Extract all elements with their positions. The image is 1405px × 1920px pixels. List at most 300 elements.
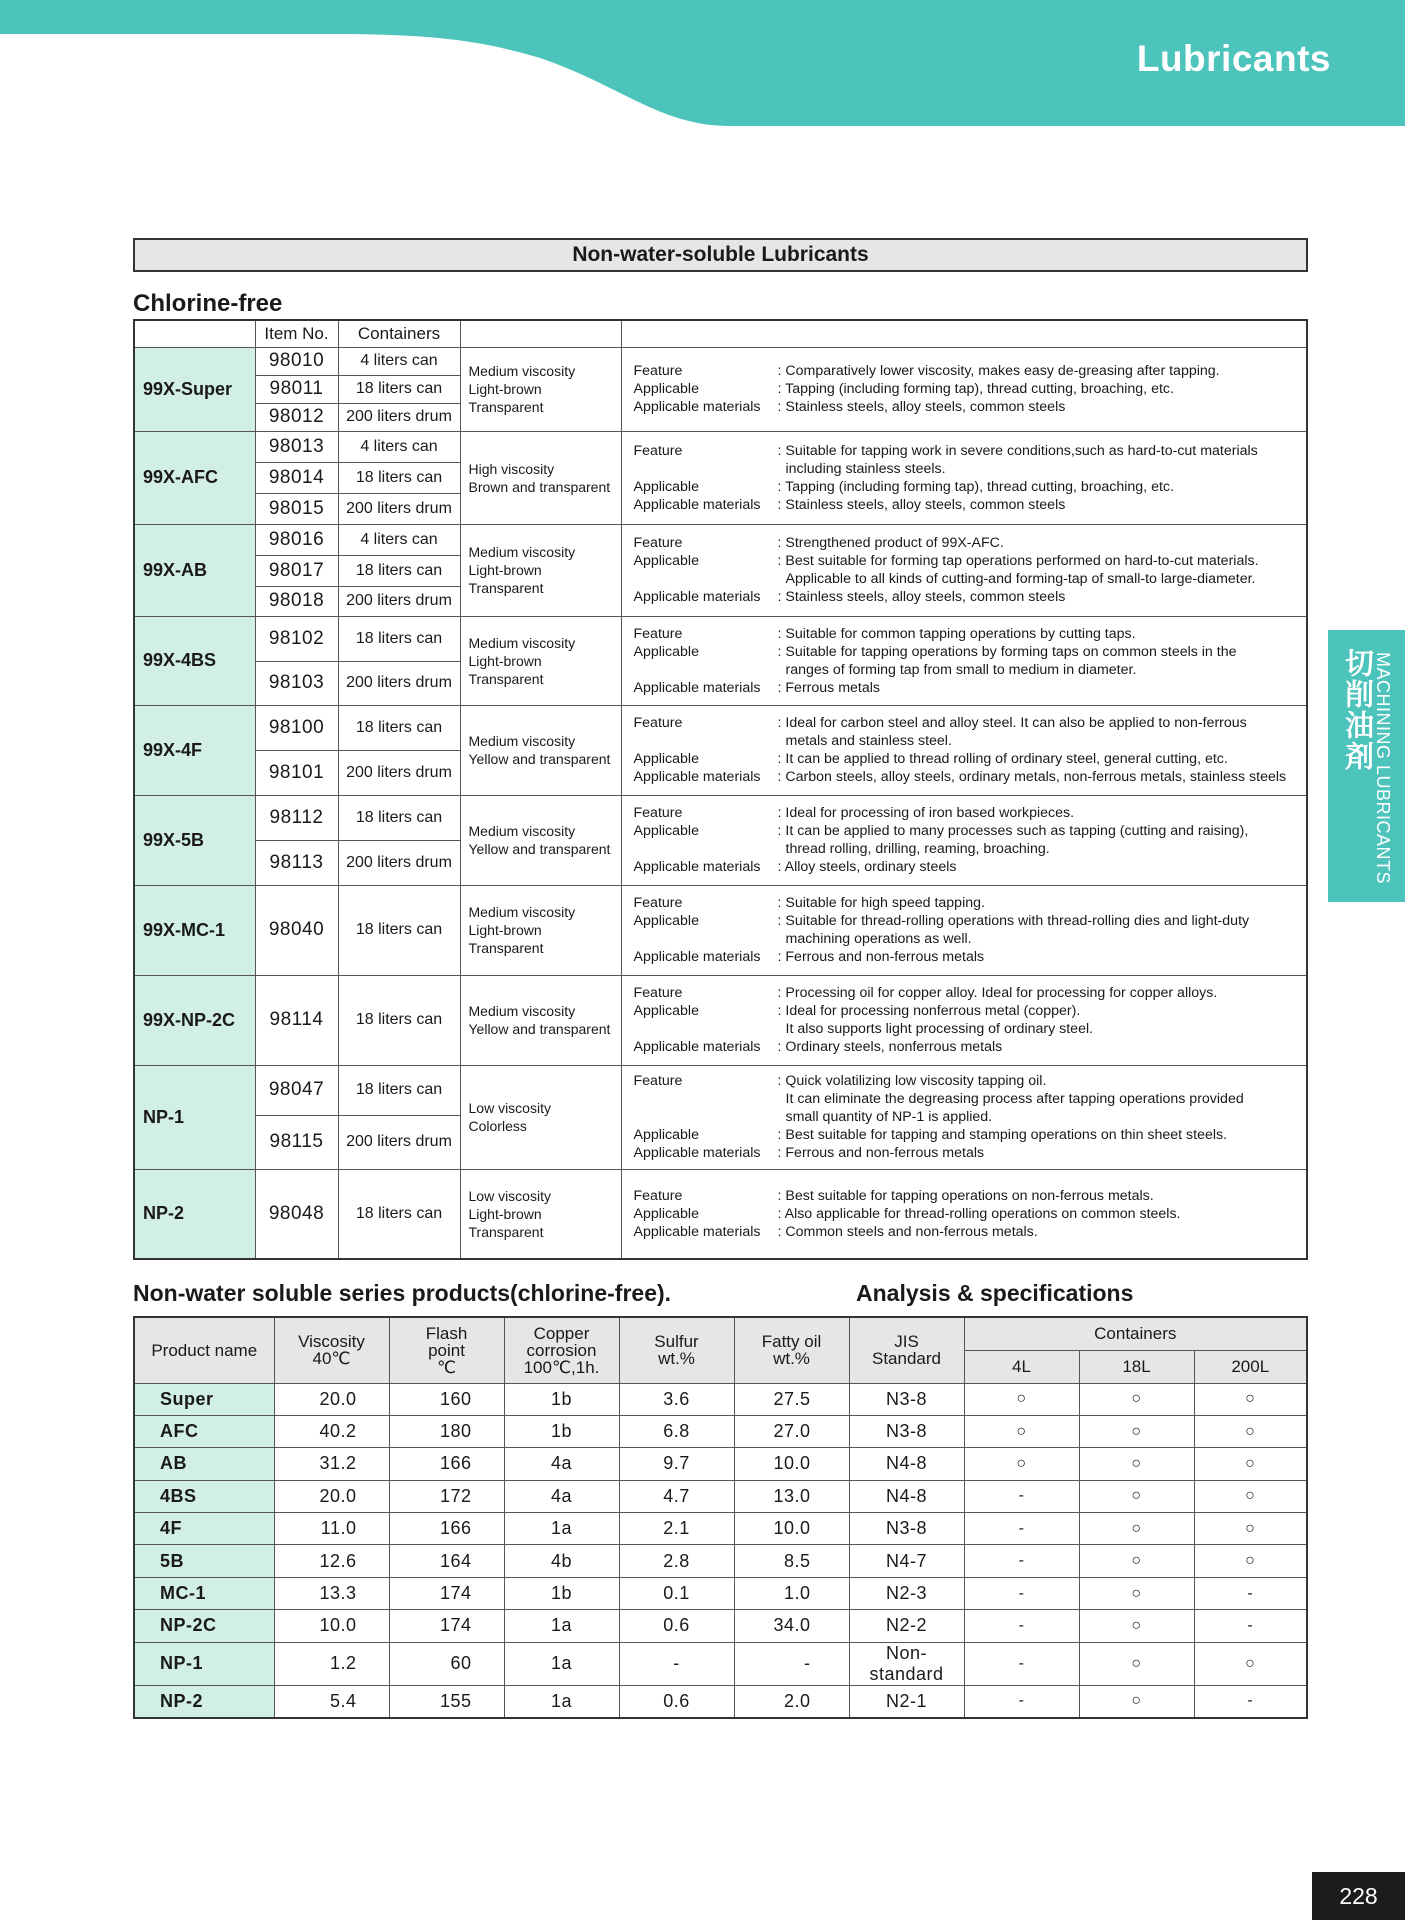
detail-line bbox=[634, 442, 1297, 460]
spec-container-200l: - bbox=[1194, 1685, 1307, 1717]
detail-value: : Ferrous and non-ferrous metals bbox=[777, 949, 985, 965]
page-header-title: Lubricants bbox=[1136, 38, 1331, 79]
spec-viscosity: 10.0 bbox=[274, 1610, 389, 1642]
spec-product-name: 4BS bbox=[134, 1480, 274, 1512]
detail-value: : Processing oil for copper alloy. Ideal for processing for copper alloys. bbox=[777, 985, 1218, 1001]
property-line: Yellow and transparent bbox=[468, 841, 611, 857]
property-line: Low viscosity bbox=[468, 1187, 551, 1204]
container-size: 200 liters drum bbox=[338, 586, 460, 616]
product-row bbox=[134, 347, 1307, 375]
detail-line bbox=[634, 1144, 1297, 1162]
detail-key: Feature bbox=[633, 895, 683, 911]
product-properties bbox=[460, 885, 621, 975]
spec-viscosity: 12.6 bbox=[274, 1545, 389, 1577]
spec-container-4l: - bbox=[964, 1642, 1079, 1685]
detail-key: Feature bbox=[633, 1187, 683, 1204]
product-details bbox=[621, 975, 1307, 1065]
spec-product-name: NP-1 bbox=[134, 1642, 274, 1685]
spec-jis-standard: Non-standard bbox=[849, 1642, 964, 1685]
detail-line bbox=[634, 804, 1297, 822]
spec-container-18l: ○ bbox=[1079, 1610, 1194, 1642]
spec-container-18l: ○ bbox=[1079, 1577, 1194, 1609]
detail-key: Applicable materials bbox=[633, 589, 761, 605]
product-details bbox=[621, 524, 1307, 616]
spec-container-200l: ○ bbox=[1194, 1642, 1307, 1685]
item-number: 98016 bbox=[255, 524, 338, 555]
spec-container-200l: - bbox=[1194, 1610, 1307, 1642]
detail-key: Feature bbox=[633, 442, 683, 459]
spec-viscosity: 13.3 bbox=[274, 1577, 389, 1609]
item-number: 98012 bbox=[255, 403, 338, 431]
detail-value: : Also applicable for thread-rolling operations on common steels. bbox=[777, 1205, 1181, 1222]
detail-line bbox=[634, 840, 1297, 858]
detail-value: metals and stainless steel. bbox=[785, 733, 952, 749]
property-line: Medium viscosity bbox=[468, 1003, 576, 1019]
spec-copper-corrosion: 1b bbox=[504, 1383, 619, 1415]
detail-line bbox=[634, 1038, 1297, 1056]
detail-value: : Ideal for processing nonferrous metal (copper). bbox=[777, 1003, 1081, 1019]
spec-sulfur: 9.7 bbox=[619, 1448, 734, 1480]
spec-fatty-oil: 13.0 bbox=[734, 1480, 849, 1512]
spec-copper-corrosion: 4b bbox=[504, 1545, 619, 1577]
spec-fatty-oil: 34.0 bbox=[734, 1610, 849, 1642]
detail-value: : Alloy steels, ordinary steels bbox=[777, 859, 957, 875]
container-size: 18 liters can bbox=[338, 885, 460, 975]
side-tab-en-label: MACHINING LUBRICANTS bbox=[1373, 652, 1393, 885]
detail-value: Applicable to all kinds of cutting-and forming-tap of small-to large-diameter. bbox=[785, 571, 1256, 587]
spec-jis-standard: N3-8 bbox=[849, 1415, 964, 1447]
spec-header-fatty-oil: Fatty oil wt.% bbox=[734, 1317, 849, 1383]
container-size: 4 liters can bbox=[338, 524, 460, 555]
spec-sulfur: 0.6 bbox=[619, 1685, 734, 1717]
product-details bbox=[621, 705, 1307, 795]
spec-viscosity: 5.4 bbox=[274, 1685, 389, 1717]
product-details bbox=[621, 1065, 1307, 1169]
detail-value: : It can be applied to thread rolling of ordinary steel, general cutting, etc. bbox=[777, 751, 1228, 767]
item-number: 98017 bbox=[255, 555, 338, 586]
spec-copper-corrosion: 1b bbox=[504, 1577, 619, 1609]
detail-value: : Tapping (including forming tap), thread cutting, broaching, etc. bbox=[777, 381, 1174, 397]
product-name: 99X-4F bbox=[134, 705, 255, 795]
subtitle-chlorine-free: Chlorine-free bbox=[133, 290, 283, 317]
product-properties bbox=[460, 1169, 621, 1259]
spec-flash-point: 155 bbox=[389, 1685, 504, 1717]
spec-flash-point: 166 bbox=[389, 1513, 504, 1545]
spec-table bbox=[133, 1316, 1308, 1719]
spec-row bbox=[134, 1577, 1307, 1609]
detail-line bbox=[634, 460, 1297, 478]
spec-row bbox=[134, 1480, 1307, 1512]
spec-container-200l: - bbox=[1194, 1577, 1307, 1609]
detail-line bbox=[634, 588, 1297, 606]
spec-viscosity: 1.2 bbox=[274, 1642, 389, 1685]
spec-row bbox=[134, 1383, 1307, 1415]
detail-key: Applicable bbox=[633, 381, 699, 397]
container-size: 18 liters can bbox=[338, 616, 460, 661]
spec-fatty-oil: 1.0 bbox=[734, 1577, 849, 1609]
detail-line bbox=[634, 768, 1297, 786]
spec-container-200l: ○ bbox=[1194, 1545, 1307, 1577]
product-row bbox=[134, 975, 1307, 1065]
detail-key bbox=[634, 661, 778, 679]
item-number: 98114 bbox=[255, 975, 338, 1065]
spec-flash-point: 164 bbox=[389, 1545, 504, 1577]
spec-row bbox=[134, 1610, 1307, 1642]
product-name: 99X-MC-1 bbox=[134, 885, 255, 975]
item-number: 98102 bbox=[255, 616, 338, 661]
detail-key: Feature bbox=[633, 715, 683, 731]
spec-copper-corrosion: 1a bbox=[504, 1513, 619, 1545]
product-details bbox=[621, 795, 1307, 885]
item-number: 98011 bbox=[255, 375, 338, 403]
detail-key bbox=[634, 732, 778, 750]
detail-line bbox=[634, 984, 1297, 1002]
product-properties bbox=[460, 975, 621, 1065]
item-number: 98014 bbox=[255, 462, 338, 493]
container-size: 200 liters drum bbox=[338, 1115, 460, 1169]
detail-line bbox=[634, 948, 1297, 966]
detail-value: : Ideal for carbon steel and alloy steel. It can also be applied to non-ferrous bbox=[777, 715, 1247, 731]
property-line: Medium viscosity bbox=[468, 363, 576, 379]
spec-header-flash-point: Flash point ℃ bbox=[389, 1317, 504, 1383]
detail-key: Applicable bbox=[633, 478, 699, 495]
product-table-header bbox=[134, 320, 1307, 347]
detail-value: : Carbon steels, alloy steels, ordinary metals, non-ferrous metals, stainless steels bbox=[777, 769, 1287, 785]
spec-header-jis: JIS Standard bbox=[849, 1317, 964, 1383]
spec-row bbox=[134, 1513, 1307, 1545]
spec-product-name: Super bbox=[134, 1383, 274, 1415]
product-name: NP-2 bbox=[134, 1169, 255, 1259]
detail-key bbox=[634, 570, 778, 588]
product-properties bbox=[460, 347, 621, 431]
detail-value: : Tapping (including forming tap), thread cutting, broaching, etc. bbox=[777, 478, 1174, 495]
detail-value: machining operations as well. bbox=[785, 931, 972, 947]
detail-key: Applicable materials bbox=[633, 496, 761, 513]
detail-value: : Comparatively lower viscosity, makes easy de-greasing after tapping. bbox=[777, 363, 1220, 379]
spec-container-4l: - bbox=[964, 1685, 1079, 1717]
detail-line bbox=[634, 1020, 1297, 1038]
spec-container-18l: ○ bbox=[1079, 1513, 1194, 1545]
page-number: 228 bbox=[1312, 1872, 1405, 1920]
spec-header-200l: 200L bbox=[1194, 1350, 1307, 1383]
spec-container-200l: ○ bbox=[1194, 1448, 1307, 1480]
product-properties bbox=[460, 431, 621, 524]
detail-value: including stainless steels. bbox=[785, 460, 946, 477]
spec-container-4l: ○ bbox=[964, 1448, 1079, 1480]
product-details bbox=[621, 885, 1307, 975]
spec-fatty-oil: 10.0 bbox=[734, 1513, 849, 1545]
detail-value: : Best suitable for tapping and stamping operations on thin sheet steels. bbox=[777, 1127, 1228, 1143]
detail-key: Feature bbox=[633, 805, 683, 821]
spec-container-200l: ○ bbox=[1194, 1415, 1307, 1447]
item-number: 98018 bbox=[255, 586, 338, 616]
spec-container-200l: ○ bbox=[1194, 1513, 1307, 1545]
detail-value: : Ferrous metals bbox=[777, 679, 880, 696]
spec-flash-point: 166 bbox=[389, 1448, 504, 1480]
detail-key: Applicable materials bbox=[633, 1223, 761, 1240]
container-size: 18 liters can bbox=[338, 1065, 460, 1115]
spec-copper-corrosion: 1a bbox=[504, 1610, 619, 1642]
item-number: 98047 bbox=[255, 1065, 338, 1115]
spec-copper-corrosion: 4a bbox=[504, 1480, 619, 1512]
product-properties bbox=[460, 616, 621, 705]
detail-line bbox=[634, 858, 1297, 876]
detail-key: Feature bbox=[633, 625, 683, 642]
product-name: 99X-5B bbox=[134, 795, 255, 885]
spec-product-name: NP-2 bbox=[134, 1685, 274, 1717]
header-item-no: Item No. bbox=[255, 320, 338, 347]
spec-section-title: Non-water soluble series products(chlorine-free). bbox=[133, 1280, 672, 1306]
spec-sulfur: 4.7 bbox=[619, 1480, 734, 1512]
spec-header-product: Product name bbox=[134, 1317, 274, 1383]
product-row bbox=[134, 1065, 1307, 1115]
product-row bbox=[134, 431, 1307, 462]
detail-value: : Best suitable for tapping operations on non-ferrous metals. bbox=[777, 1187, 1154, 1204]
detail-key: Applicable materials bbox=[633, 399, 761, 415]
spec-container-200l: ○ bbox=[1194, 1383, 1307, 1415]
spec-product-name: NP-2C bbox=[134, 1610, 274, 1642]
detail-line bbox=[634, 1187, 1297, 1205]
product-row bbox=[134, 885, 1307, 975]
spec-viscosity: 20.0 bbox=[274, 1480, 389, 1512]
property-line: Medium viscosity bbox=[468, 823, 576, 839]
detail-value: : Ferrous and non-ferrous metals bbox=[777, 1145, 985, 1161]
product-name: 99X-Super bbox=[134, 347, 255, 431]
detail-value: : Strengthened product of 99X-AFC. bbox=[777, 535, 1004, 551]
spec-container-18l: ○ bbox=[1079, 1480, 1194, 1512]
detail-key bbox=[634, 1108, 778, 1126]
spec-flash-point: 174 bbox=[389, 1577, 504, 1609]
detail-value: : Common steels and non-ferrous metals. bbox=[777, 1223, 1038, 1240]
detail-line bbox=[634, 643, 1297, 661]
detail-value: It can eliminate the degreasing process after tapping operations provided bbox=[785, 1091, 1244, 1107]
spec-jis-standard: N2-3 bbox=[849, 1577, 964, 1609]
product-properties bbox=[460, 1065, 621, 1169]
spec-header-sulfur: Sulfur wt.% bbox=[619, 1317, 734, 1383]
detail-line bbox=[634, 732, 1297, 750]
detail-key: Feature bbox=[633, 1073, 683, 1089]
item-number: 98103 bbox=[255, 661, 338, 705]
property-line: Light-brown bbox=[468, 922, 542, 938]
detail-line bbox=[634, 679, 1297, 697]
spec-header-containers: Containers bbox=[964, 1317, 1307, 1350]
spec-container-4l: - bbox=[964, 1610, 1079, 1642]
property-line: Yellow and transparent bbox=[468, 1021, 611, 1037]
property-line: Medium viscosity bbox=[468, 634, 576, 651]
product-name: 99X-AB bbox=[134, 524, 255, 616]
header-blank bbox=[621, 320, 1307, 347]
property-line: Light-brown bbox=[468, 562, 542, 578]
product-row bbox=[134, 524, 1307, 555]
spec-row bbox=[134, 1415, 1307, 1447]
detail-value: : Suitable for common tapping operations by cutting taps. bbox=[777, 625, 1136, 642]
header-blank bbox=[134, 320, 255, 347]
detail-value: : Suitable for thread-rolling operations with thread-rolling dies and light-duty bbox=[777, 913, 1250, 929]
spec-fatty-oil: 8.5 bbox=[734, 1545, 849, 1577]
product-details bbox=[621, 431, 1307, 524]
container-size: 18 liters can bbox=[338, 795, 460, 840]
spec-fatty-oil: - bbox=[734, 1642, 849, 1685]
container-size: 200 liters drum bbox=[338, 661, 460, 705]
detail-line bbox=[634, 1072, 1297, 1090]
container-size: 18 liters can bbox=[338, 462, 460, 493]
spec-fatty-oil: 2.0 bbox=[734, 1685, 849, 1717]
spec-row bbox=[134, 1545, 1307, 1577]
spec-sulfur: - bbox=[619, 1642, 734, 1685]
detail-line bbox=[634, 534, 1297, 552]
product-name: 99X-AFC bbox=[134, 431, 255, 524]
spec-jis-standard: N3-8 bbox=[849, 1513, 964, 1545]
property-line: Brown and transparent bbox=[468, 478, 611, 495]
spec-flash-point: 160 bbox=[389, 1383, 504, 1415]
product-properties bbox=[460, 705, 621, 795]
item-number: 98015 bbox=[255, 493, 338, 524]
spec-container-4l: - bbox=[964, 1577, 1079, 1609]
detail-line bbox=[634, 1205, 1297, 1223]
item-number: 98113 bbox=[255, 840, 338, 885]
property-line: Transparent bbox=[468, 1223, 544, 1240]
item-number: 98115 bbox=[255, 1115, 338, 1169]
spec-jis-standard: N2-2 bbox=[849, 1610, 964, 1642]
detail-value: small quantity of NP-1 is applied. bbox=[785, 1109, 993, 1125]
detail-line bbox=[634, 894, 1297, 912]
spec-container-18l: ○ bbox=[1079, 1448, 1194, 1480]
spec-viscosity: 31.2 bbox=[274, 1448, 389, 1480]
detail-key: Applicable bbox=[633, 1003, 699, 1019]
container-size: 18 liters can bbox=[338, 375, 460, 403]
detail-key: Applicable bbox=[633, 751, 699, 767]
detail-key: Applicable bbox=[633, 823, 699, 839]
detail-line bbox=[634, 912, 1297, 930]
detail-value: : It can be applied to many processes such as tapping (cutting and raising), bbox=[777, 823, 1249, 839]
spec-container-18l: ○ bbox=[1079, 1685, 1194, 1717]
spec-jis-standard: N4-8 bbox=[849, 1448, 964, 1480]
spec-container-4l: - bbox=[964, 1480, 1079, 1512]
product-row bbox=[134, 1169, 1307, 1259]
spec-viscosity: 11.0 bbox=[274, 1513, 389, 1545]
detail-key: Feature bbox=[633, 363, 683, 379]
detail-line bbox=[634, 552, 1297, 570]
detail-value: : Ordinary steels, nonferrous metals bbox=[777, 1039, 1003, 1055]
section-banner: Non-water-soluble Lubricants bbox=[133, 238, 1308, 272]
spec-container-18l: ○ bbox=[1079, 1545, 1194, 1577]
detail-key: Applicable bbox=[633, 553, 699, 569]
spec-container-4l: - bbox=[964, 1513, 1079, 1545]
spec-container-18l: ○ bbox=[1079, 1383, 1194, 1415]
detail-value: : Suitable for tapping work in severe conditions,such as hard-to-cut materials bbox=[777, 442, 1258, 459]
property-line: High viscosity bbox=[468, 460, 555, 477]
product-details bbox=[621, 616, 1307, 705]
container-size: 4 liters can bbox=[338, 431, 460, 462]
container-size: 18 liters can bbox=[338, 705, 460, 750]
container-size: 18 liters can bbox=[338, 1169, 460, 1259]
detail-key: Applicable materials bbox=[633, 769, 761, 785]
spec-container-4l: - bbox=[964, 1545, 1079, 1577]
property-line: Low viscosity bbox=[468, 1100, 551, 1116]
detail-line bbox=[634, 1090, 1297, 1108]
item-number: 98010 bbox=[255, 347, 338, 375]
spec-container-200l: ○ bbox=[1194, 1480, 1307, 1512]
detail-line bbox=[634, 496, 1297, 514]
detail-value: thread rolling, drilling, reaming, broaching. bbox=[785, 841, 1050, 857]
spec-jis-standard: N2-1 bbox=[849, 1685, 964, 1717]
spec-product-name: AB bbox=[134, 1448, 274, 1480]
spec-product-name: MC-1 bbox=[134, 1577, 274, 1609]
spec-header-viscosity: Viscosity 40℃ bbox=[274, 1317, 389, 1383]
side-tab-jp-label: 切削油剤 bbox=[1341, 648, 1373, 772]
spec-flash-point: 60 bbox=[389, 1642, 504, 1685]
container-size: 4 liters can bbox=[338, 347, 460, 375]
property-line: Yellow and transparent bbox=[468, 751, 611, 767]
detail-key: Applicable bbox=[633, 643, 699, 660]
spec-sulfur: 2.8 bbox=[619, 1545, 734, 1577]
property-line: Medium viscosity bbox=[468, 904, 576, 920]
spec-container-18l: ○ bbox=[1079, 1642, 1194, 1685]
spec-sulfur: 0.6 bbox=[619, 1610, 734, 1642]
detail-line bbox=[634, 1223, 1297, 1241]
detail-key bbox=[634, 1020, 778, 1038]
detail-value: : Ideal for processing of iron based workpieces. bbox=[777, 805, 1075, 821]
detail-key: Applicable materials bbox=[633, 949, 761, 965]
detail-key: Applicable bbox=[633, 1127, 699, 1143]
detail-line bbox=[634, 625, 1297, 643]
container-size: 18 liters can bbox=[338, 555, 460, 586]
item-number: 98101 bbox=[255, 750, 338, 795]
spec-row bbox=[134, 1685, 1307, 1717]
spec-container-4l: ○ bbox=[964, 1415, 1079, 1447]
spec-flash-point: 180 bbox=[389, 1415, 504, 1447]
spec-viscosity: 20.0 bbox=[274, 1383, 389, 1415]
spec-header-18l: 18L bbox=[1079, 1350, 1194, 1383]
property-line: Transparent bbox=[468, 399, 544, 415]
detail-value: : Stainless steels, alloy steels, common steels bbox=[777, 496, 1066, 513]
detail-key bbox=[634, 1090, 778, 1108]
property-line: Light-brown bbox=[468, 381, 542, 397]
spec-copper-corrosion: 1a bbox=[504, 1642, 619, 1685]
spec-product-name: 4F bbox=[134, 1513, 274, 1545]
product-name: 99X-4BS bbox=[134, 616, 255, 705]
spec-container-4l: ○ bbox=[964, 1383, 1079, 1415]
detail-value: ranges of forming tap from small to medium in diameter. bbox=[785, 661, 1137, 678]
detail-line bbox=[634, 478, 1297, 496]
detail-key: Applicable materials bbox=[633, 1039, 761, 1055]
product-properties bbox=[460, 524, 621, 616]
detail-key bbox=[634, 460, 778, 478]
spec-copper-corrosion: 4a bbox=[504, 1448, 619, 1480]
analysis-section-title: Analysis & specifications bbox=[856, 1280, 1134, 1306]
product-name: NP-1 bbox=[134, 1065, 255, 1169]
detail-line bbox=[634, 661, 1297, 679]
item-number: 98112 bbox=[255, 795, 338, 840]
spec-product-name: AFC bbox=[134, 1415, 274, 1447]
spec-sulfur: 6.8 bbox=[619, 1415, 734, 1447]
spec-copper-corrosion: 1a bbox=[504, 1685, 619, 1717]
property-line: Colorless bbox=[468, 1118, 527, 1134]
detail-line bbox=[634, 380, 1297, 398]
property-line: Transparent bbox=[468, 580, 544, 596]
detail-key bbox=[634, 930, 778, 948]
detail-value: : Best suitable for forming tap operations performed on hard-to-cut materials. bbox=[777, 553, 1259, 569]
detail-line bbox=[634, 714, 1297, 732]
spec-viscosity: 40.2 bbox=[274, 1415, 389, 1447]
product-properties bbox=[460, 795, 621, 885]
detail-line bbox=[634, 822, 1297, 840]
product-row bbox=[134, 616, 1307, 661]
detail-value: : Quick volatilizing low viscosity tapping oil. bbox=[777, 1073, 1047, 1089]
spec-copper-corrosion: 1b bbox=[504, 1415, 619, 1447]
item-number: 98048 bbox=[255, 1169, 338, 1259]
detail-key: Applicable materials bbox=[633, 859, 761, 875]
